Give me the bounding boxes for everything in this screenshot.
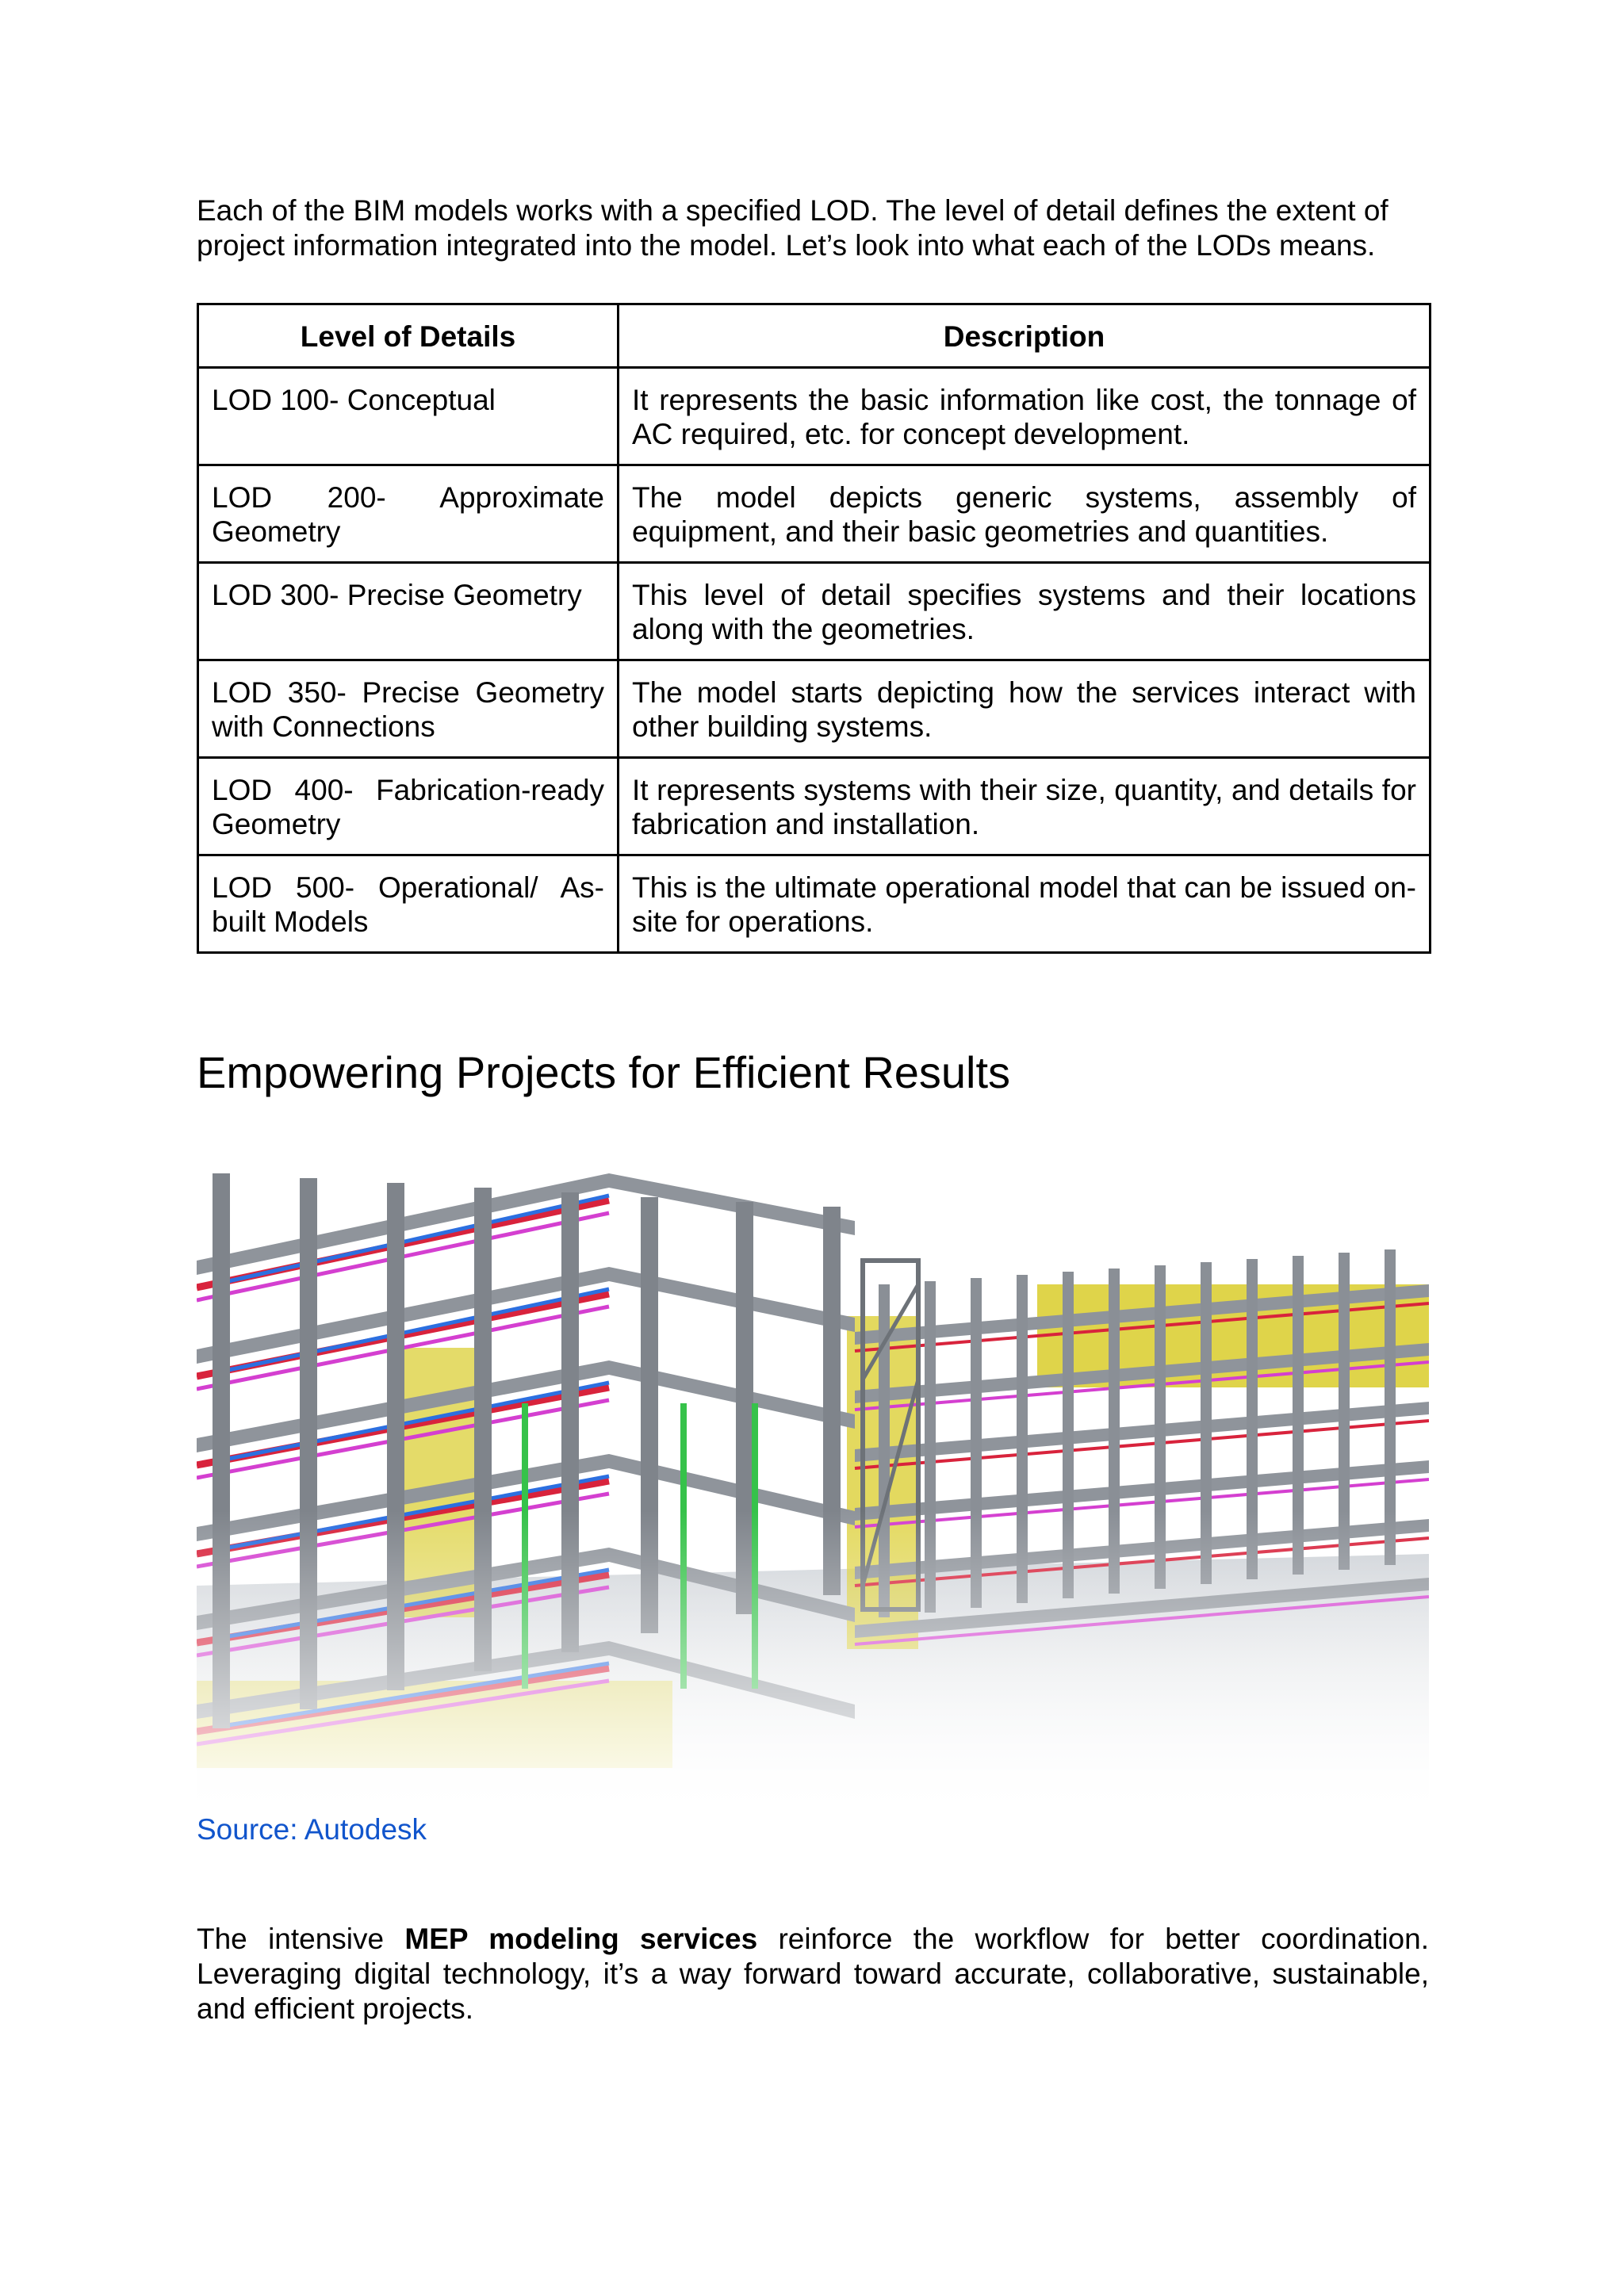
closing-text-end: reinforce the workflow for better coordination. Leveraging digital technology, it’s a way forward toward accurate, collaborative, sustainable, and efficient projects. [197, 1923, 1429, 2025]
image-fade-overlay [197, 1142, 1429, 1812]
lod-level-cell: LOD 400- Fabrication-ready Geometry [198, 758, 619, 855]
lod-description-cell: This is the ultimate operational model that can be issued on-site for operations. [619, 855, 1431, 953]
table-row [198, 465, 1431, 563]
column-header-description: Description [619, 304, 1431, 368]
table-header-row [198, 304, 1431, 368]
table-row [198, 660, 1431, 758]
closing-text-start: The intensive [197, 1923, 405, 1955]
closing-paragraph [197, 1922, 1429, 2026]
table-row [198, 368, 1431, 465]
lod-level-cell: LOD 300- Precise Geometry [198, 563, 619, 660]
lod-description-cell: It represents systems with their size, quantity, and details for fabrication and installation. [619, 758, 1431, 855]
lod-description-cell: It represents the basic information like cost, the tonnage of AC required, etc. for concept development. [619, 368, 1431, 465]
lod-level-cell: LOD 200- Approximate Geometry [198, 465, 619, 563]
table-row [198, 855, 1431, 953]
lod-description-cell: The model starts depicting how the services interact with other building systems. [619, 660, 1431, 758]
intro-paragraph: Each of the BIM models works with a specified LOD. The level of detail defines the extent of project information integrated into the model. Let’s look into what each of the LODs means. [197, 194, 1388, 262]
lod-level-cell: LOD 100- Conceptual [198, 368, 619, 465]
table-row [198, 758, 1431, 855]
lod-description-cell: This level of detail specifies systems and their locations along with the geometries. [619, 563, 1431, 660]
section-heading: Empowering Projects for Efficient Results [197, 1047, 1011, 1097]
mep-building-illustration [197, 1142, 1429, 1812]
lod-level-cell: LOD 350- Precise Geometry with Connections [198, 660, 619, 758]
column-header-level: Level of Details [198, 304, 619, 368]
lod-level-cell: LOD 500- Operational/ As-built Models [198, 855, 619, 953]
table-row [198, 563, 1431, 660]
bim-model-image [197, 1142, 1429, 1812]
mep-services-emphasis: MEP modeling services [404, 1923, 758, 1955]
image-caption-link[interactable]: Source: Autodesk [197, 1813, 427, 1846]
lod-table [197, 303, 1431, 954]
lod-description-cell: The model depicts generic systems, assembly of equipment, and their basic geometries and quantities. [619, 465, 1431, 563]
